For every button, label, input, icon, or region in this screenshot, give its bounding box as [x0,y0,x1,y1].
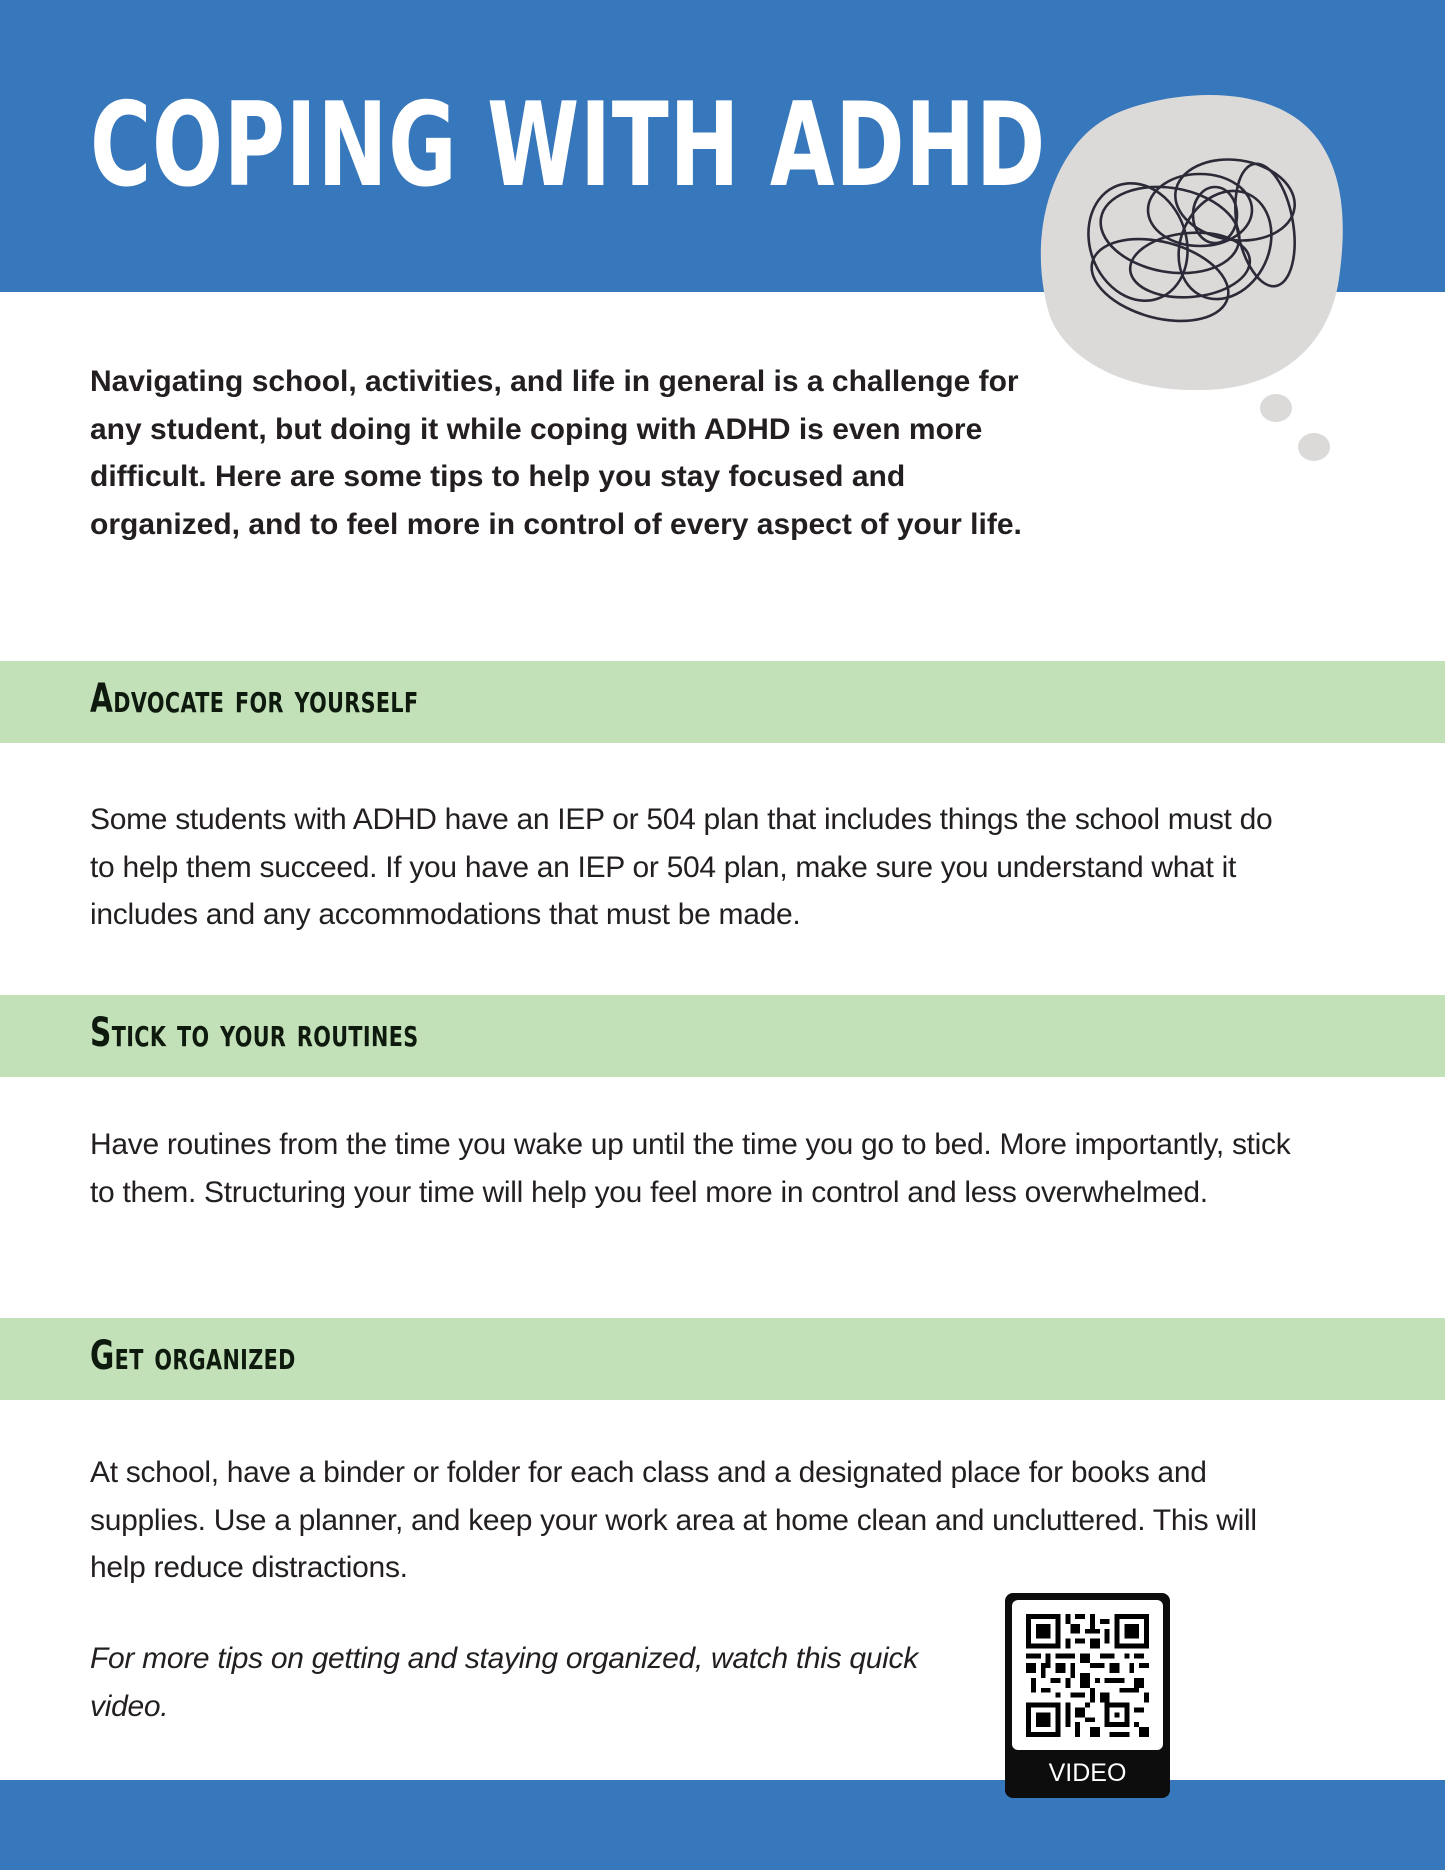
section-heading: Advocate for yourself [90,676,419,722]
qr-code-icon [1026,1614,1149,1737]
section-body: Have routines from the time you wake up until the time you go to bed. More importantly, stick to them. Structuring your time will help you feel more in control and less overwhelmed. [90,1128,1291,1209]
section-band-routines [0,995,1445,1077]
section-body: Some students with ADHD have an IEP or 504 plan that includes things the school must do to help them succeed. If you have an IEP or 504 plan, make sure you understand what it includes and any accommodations that must be made. [90,803,1273,931]
thought-bubble-scribble-icon [1020,90,1350,470]
qr-video-link[interactable] [1005,1593,1170,1798]
section-heading: Get organized [90,1333,296,1379]
section-band-organized [0,1318,1445,1400]
section-body: At school, have a binder or folder for each class and a designated place for books and supplies. Use a planner, and keep your work area at home clean and uncluttered. This will help reduce distractions. [90,1456,1257,1584]
video-note: For more tips on getting and staying organized, watch this quick video. [90,1642,918,1723]
intro-paragraph: Navigating school, activities, and life in general is a challenge for any student, but doing it while coping with ADHD is even more difficult. Here are some tips to help you stay focused and organized, and to feel more in control of every aspect of your life. [90,365,1022,541]
qr-label: VIDEO [1048,1759,1127,1787]
footer-band [0,1780,1445,1870]
section-heading: Stick to your routines [90,1010,419,1056]
section-band-advocate [0,661,1445,743]
page-title: COPING WITH ADHD [90,78,1046,213]
